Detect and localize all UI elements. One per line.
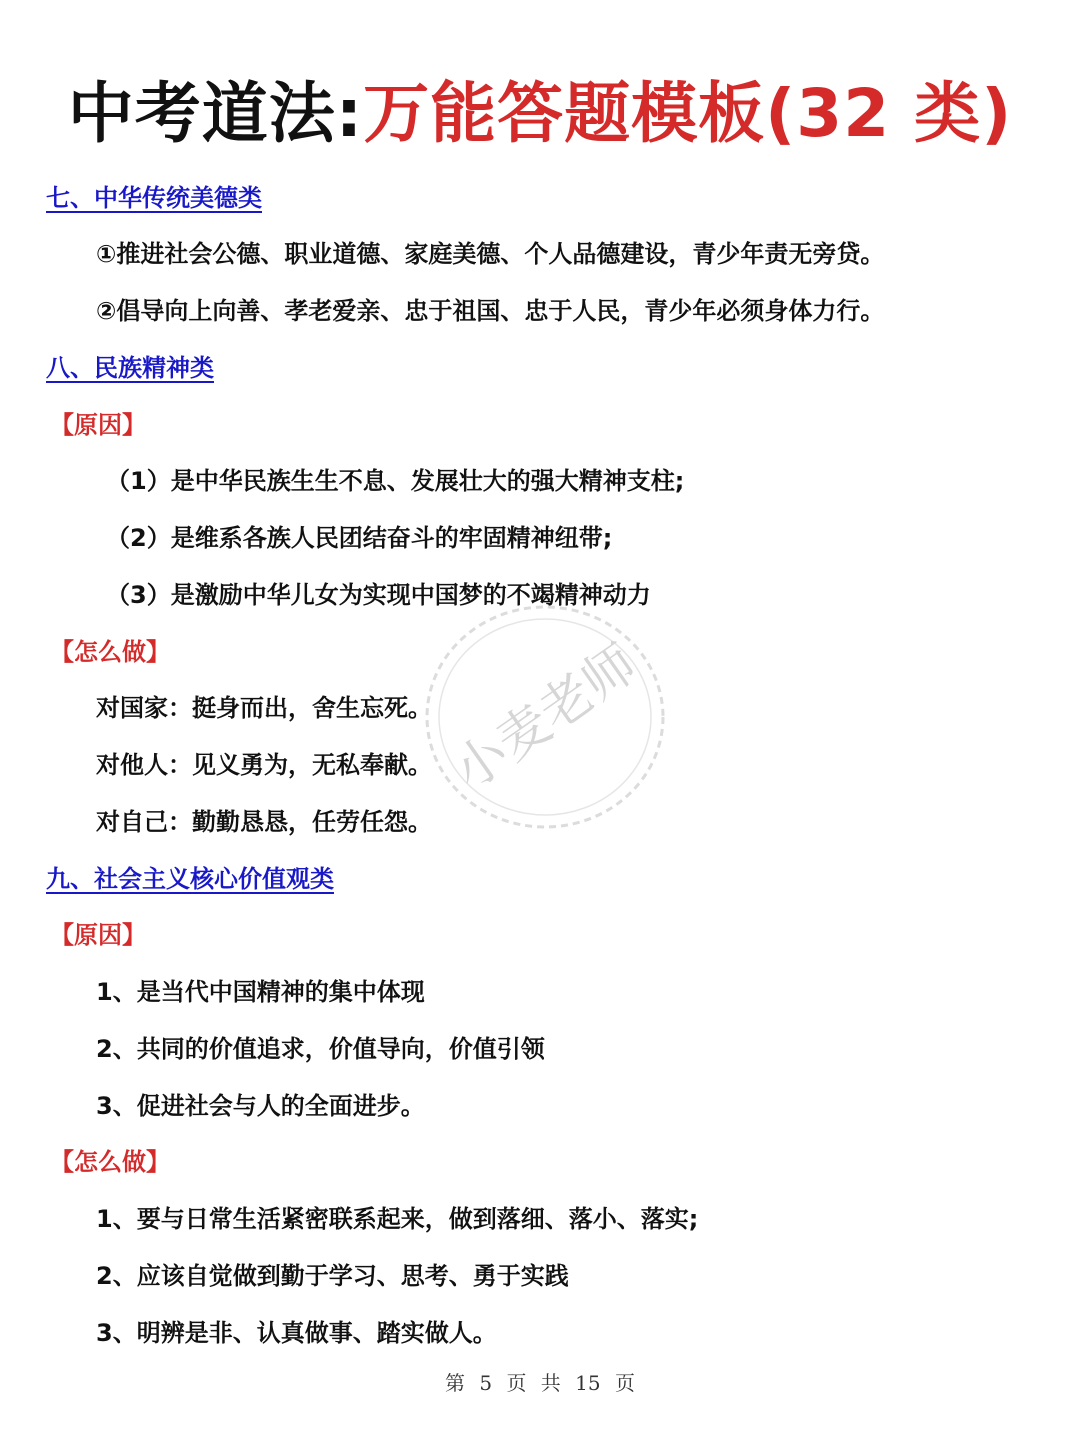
list-item: 2、应该自觉做到勤于学习、思考、勇于实践: [96, 1262, 569, 1290]
list-item: （1）是中华民族生生不息、发展壮大的强大精神支柱;: [106, 467, 685, 495]
section-heading-core-values[interactable]: 九、社会主义核心价值观类: [46, 865, 334, 893]
page-title-main: 万能答题模板(32 类): [363, 75, 1013, 152]
reason-tag: 【原因】: [50, 411, 146, 439]
list-item: （2）是维系各族人民团结奋斗的牢固精神纽带;: [106, 524, 613, 552]
list-item: 3、促进社会与人的全面进步。: [96, 1092, 425, 1120]
list-item: 1、是当代中国精神的集中体现: [96, 978, 425, 1006]
section-heading-traditional-virtues[interactable]: 七、中华传统美德类: [46, 184, 262, 212]
watermark-stamp: [420, 600, 670, 835]
reason-tag: 【原因】: [50, 921, 146, 949]
list-item: 2、共同的价值追求，价值导向，价值引领: [96, 1035, 545, 1063]
list-item: 3、明辨是非、认真做事、踏实做人。: [96, 1319, 497, 1347]
action-tag: 【怎么做】: [50, 1148, 170, 1176]
list-item: ②倡导向上向善、孝老爱亲、忠于祖国、忠于人民，青少年必须身体力行。: [96, 297, 885, 325]
section-heading-national-spirit[interactable]: 八、民族精神类: [46, 354, 214, 382]
page-title: [0, 66, 1080, 162]
page-title-prefix: 中考道法:: [67, 75, 364, 152]
list-item: 对国家：挺身而出，舍生忘死。: [96, 694, 432, 722]
list-item: （3）是激励中华儿女为实现中国梦的不竭精神动力: [106, 581, 651, 609]
page-number-footer: 第 5 页 共 15 页: [445, 1371, 635, 1395]
action-tag: 【怎么做】: [50, 638, 170, 666]
watermark-text: 小麦老师: [443, 633, 648, 803]
list-item: ①推进社会公德、职业道德、家庭美德、个人品德建设，青少年责无旁贷。: [96, 240, 885, 268]
list-item: 对自己：勤勤恳恳，任劳任怨。: [96, 808, 432, 836]
list-item: 1、要与日常生活紧密联系起来，做到落细、落小、落实;: [96, 1205, 699, 1233]
list-item: 对他人：见义勇为，无私奉献。: [96, 751, 432, 779]
